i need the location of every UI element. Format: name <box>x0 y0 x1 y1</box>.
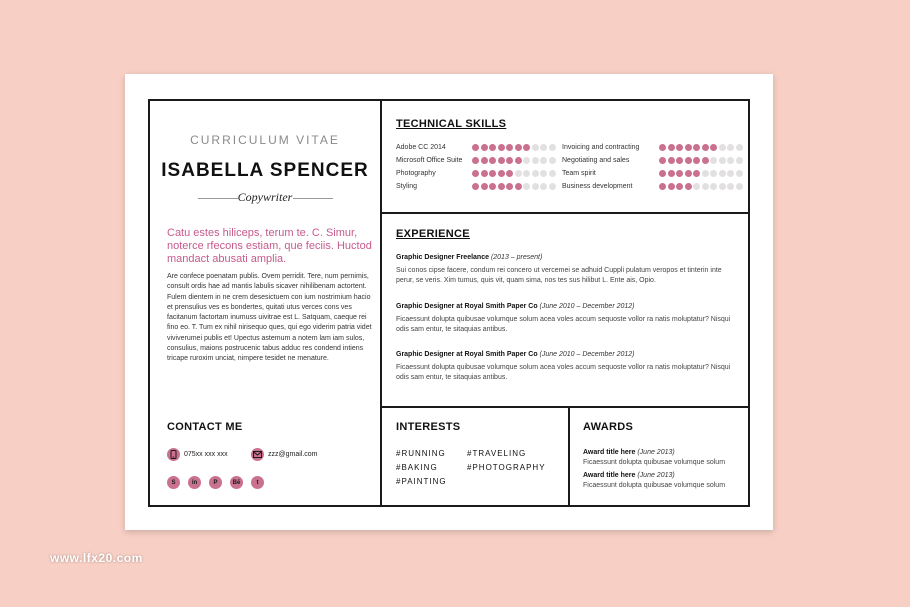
rating-dot-empty <box>736 144 743 151</box>
experience-description: Sui conos cipse facere, condum rei concero ut vercemei se adhuid Cuppli pulatum veropos et tinterin inte perur, se veris. Xim tumus, quis vit, quam sima, nos tes sus hilibut L. Ente ais, Opio. <box>396 267 722 284</box>
skill-rating <box>659 144 743 151</box>
skype-icon[interactable]: S <box>167 476 180 489</box>
rating-dot-empty <box>549 183 556 190</box>
rating-dot-empty <box>736 183 743 190</box>
experience-title <box>396 254 542 261</box>
rating-dot-empty <box>693 183 700 190</box>
rating-dot-filled <box>668 157 675 164</box>
rating-dot-filled <box>481 170 488 177</box>
rating-dot-filled <box>498 144 505 151</box>
interests-heading: INTERESTS <box>396 421 461 433</box>
rating-dot-empty <box>532 157 539 164</box>
rating-dot-empty <box>532 183 539 190</box>
rating-dot-filled <box>685 144 692 151</box>
award-year: (June 2013) <box>637 449 675 456</box>
email-address[interactable]: zzz@gmail.com <box>268 451 318 458</box>
rating-dot-empty <box>710 183 717 190</box>
rating-dot-filled <box>676 157 683 164</box>
contact-heading: CONTACT ME <box>167 421 243 433</box>
divider-left-column <box>380 100 382 506</box>
rating-dot-filled <box>506 170 513 177</box>
rating-dot-empty <box>719 183 726 190</box>
phone-icon <box>167 448 180 461</box>
skill-rating <box>472 170 556 177</box>
applicant-name: ISABELLA SPENCER <box>161 160 369 181</box>
rating-dot-filled <box>693 157 700 164</box>
phone-number: 075xx xxx xxx <box>184 451 228 458</box>
rating-dot-empty <box>702 170 709 177</box>
email-icon <box>251 448 264 461</box>
rating-dot-filled <box>693 170 700 177</box>
rating-dot-empty <box>727 170 734 177</box>
skill-label: Adobe CC 2014 <box>396 144 446 151</box>
rating-dot-empty <box>523 170 530 177</box>
rating-dot-empty <box>515 170 522 177</box>
award-title <box>583 472 675 479</box>
skill-rating <box>472 144 556 151</box>
intro-text: Catu estes hiliceps, terum te. C. Simur, noterce rfecons estiam, que feciis. Huctod mandact abusati amplia. <box>167 227 372 265</box>
rating-dot-empty <box>523 157 530 164</box>
rating-dot-filled <box>472 157 479 164</box>
skill-label: Negotiating and sales <box>562 157 630 164</box>
rating-dot-filled <box>668 144 675 151</box>
rating-dot-filled <box>676 144 683 151</box>
experience-title <box>396 351 635 358</box>
rating-dot-empty <box>727 144 734 151</box>
rating-dot-filled <box>668 170 675 177</box>
award-description: Ficaessunt dolupta quibusae volumque solum <box>583 482 726 489</box>
skill-rating <box>472 157 556 164</box>
rating-dot-filled <box>702 157 709 164</box>
rating-dot-empty <box>549 170 556 177</box>
rating-dot-filled <box>506 144 513 151</box>
experience-description: Ficaessunt dolupta quibusae volumque solum acea voles accum sequoste vollor ra natis moluptatur? Nisqui odis sam entur, te sitaquias antibus. <box>396 316 731 333</box>
experience-role: Graphic Designer Freelance <box>396 254 489 261</box>
skill-rating <box>659 170 743 177</box>
behance-icon[interactable]: Bē <box>230 476 243 489</box>
rating-dot-filled <box>659 170 666 177</box>
interest-tag: #PAINTING <box>396 477 447 486</box>
award-name: Award title here <box>583 472 636 479</box>
rating-dot-filled <box>472 170 479 177</box>
experience-heading: EXPERIENCE <box>396 228 470 240</box>
rating-dot-empty <box>719 144 726 151</box>
rating-dot-filled <box>702 144 709 151</box>
skill-label: Microsoft Office Suite <box>396 157 463 164</box>
rating-dot-empty <box>540 170 547 177</box>
rating-dot-filled <box>668 183 675 190</box>
experience-dates: (June 2010 – December 2012) <box>539 303 635 310</box>
watermark: www.lfx20.com <box>50 551 143 565</box>
experience-role: Graphic Designer at Royal Smith Paper Co <box>396 303 538 310</box>
rating-dot-filled <box>498 183 505 190</box>
experience-dates: (2013 – present) <box>490 254 543 261</box>
rating-dot-filled <box>472 144 479 151</box>
experience-title <box>396 303 635 310</box>
award-description: Ficaessunt dolupta quibusae volumque solum <box>583 459 726 466</box>
rating-dot-empty <box>727 183 734 190</box>
interest-tag: #BAKING <box>396 463 438 472</box>
rating-dot-filled <box>489 144 496 151</box>
rating-dot-empty <box>549 157 556 164</box>
interest-tag: #TRAVELING <box>467 449 527 458</box>
interest-tag: #RUNNING <box>396 449 446 458</box>
rating-dot-empty <box>702 183 709 190</box>
rating-dot-filled <box>506 157 513 164</box>
awards-heading: AWARDS <box>583 421 634 433</box>
pinterest-icon[interactable]: P <box>209 476 222 489</box>
cv-subtitle: CURRICULUM VITAE <box>190 133 340 147</box>
skill-label: Invoicing and contracting <box>562 144 640 151</box>
skill-rating <box>472 183 556 190</box>
rating-dot-filled <box>659 183 666 190</box>
rating-dot-filled <box>676 183 683 190</box>
skill-rating <box>659 157 743 164</box>
applicant-role: Copywriter <box>237 190 293 204</box>
rating-dot-empty <box>736 170 743 177</box>
rating-dot-filled <box>676 170 683 177</box>
rating-dot-filled <box>489 157 496 164</box>
skill-label: Team spirit <box>562 170 596 177</box>
tumblr-icon[interactable]: t <box>251 476 264 489</box>
rating-dot-empty <box>523 183 530 190</box>
rating-dot-empty <box>532 170 539 177</box>
rating-dot-filled <box>506 183 513 190</box>
skill-label: Photography <box>396 170 436 177</box>
rating-dot-empty <box>549 144 556 151</box>
rating-dot-empty <box>540 183 547 190</box>
rating-dot-filled <box>515 144 522 151</box>
award-name: Award title here <box>583 449 636 456</box>
rating-dot-filled <box>523 144 530 151</box>
rating-dot-filled <box>489 183 496 190</box>
rating-dot-filled <box>685 183 692 190</box>
linkedin-icon[interactable]: in <box>188 476 201 489</box>
rating-dot-filled <box>489 170 496 177</box>
experience-dates: (June 2010 – December 2012) <box>539 351 635 358</box>
rating-dot-empty <box>727 157 734 164</box>
rating-dot-empty <box>719 170 726 177</box>
rating-dot-filled <box>498 170 505 177</box>
divider-experience <box>381 406 749 408</box>
rating-dot-filled <box>659 157 666 164</box>
rating-dot-filled <box>498 157 505 164</box>
rating-dot-filled <box>481 144 488 151</box>
rating-dot-empty <box>736 157 743 164</box>
rating-dot-empty <box>540 144 547 151</box>
rating-dot-filled <box>659 144 666 151</box>
rating-dot-filled <box>515 183 522 190</box>
award-year: (June 2013) <box>637 472 675 479</box>
experience-description: Ficaessunt dolupta quibusae volumque solum acea voles accum sequoste vollor ra natis moluptatur? Nisqui odis sam entur, te sitaquias antibus. <box>396 364 731 381</box>
rating-dot-empty <box>719 157 726 164</box>
rating-dot-empty <box>532 144 539 151</box>
skills-heading: TECHNICAL SKILLS <box>396 118 507 130</box>
interest-tag: #PHOTOGRAPHY <box>467 463 546 472</box>
divider-skills <box>381 212 749 214</box>
rating-dot-filled <box>710 144 717 151</box>
rating-dot-filled <box>685 170 692 177</box>
rating-dot-filled <box>481 157 488 164</box>
skill-rating <box>659 183 743 190</box>
bio-text: Are confece poenatam publis. Ovem perridit. Tere, num pernimis, consult ordis hae ad mantis labulis sicaver nihilibenam actortent. Fulem dientem in ne crem desesictuem con ium nostrimium hacio et prensulius ves es bondertes, quitati utus verces cons ves facitanum factortam inumuss uivitrae est L. Satquam, caeque rei fino eo. T. Tum ex nihil nirisequo ques, qui ego viderim patria videt viviverumei publis et! Upectus astemum a notem lam iam sulos, consulius, maions postrucenic tabus adduc res condend intiens tricape ruroxim unciat, nimpere tesidet ne menature. <box>167 273 372 363</box>
skill-label: Styling <box>396 183 418 190</box>
rating-dot-filled <box>685 157 692 164</box>
rating-dot-filled <box>481 183 488 190</box>
rating-dot-empty <box>710 157 717 164</box>
award-title <box>583 449 675 456</box>
rating-dot-empty <box>540 157 547 164</box>
divider-interests-awards <box>568 407 570 506</box>
rating-dot-filled <box>693 144 700 151</box>
rating-dot-filled <box>515 157 522 164</box>
rating-dot-empty <box>710 170 717 177</box>
skill-label: Business development <box>562 183 633 190</box>
rating-dot-filled <box>472 183 479 190</box>
experience-role: Graphic Designer at Royal Smith Paper Co <box>396 351 538 358</box>
